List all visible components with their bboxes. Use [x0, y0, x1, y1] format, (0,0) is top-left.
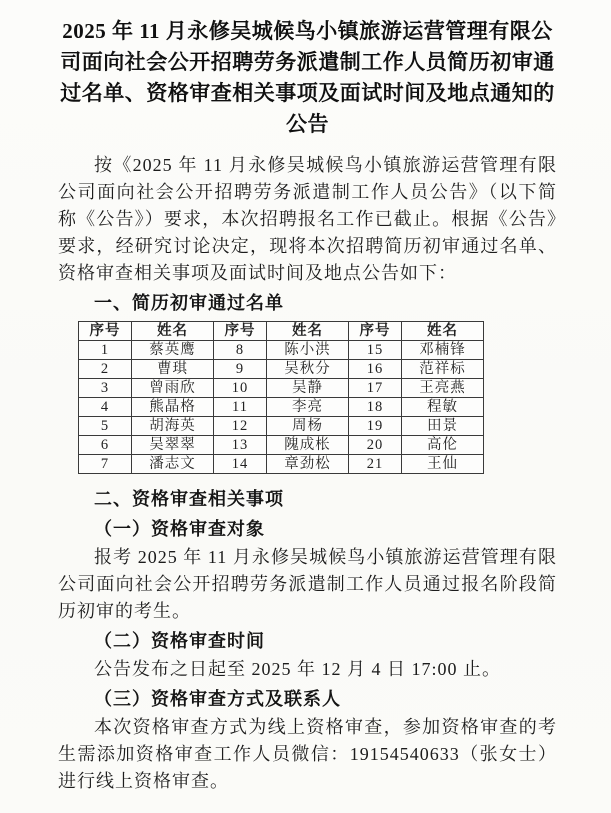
table-cell: 章劲松 [267, 455, 349, 474]
table-cell: 3 [79, 379, 132, 398]
table-cell: 吴翠翠 [132, 436, 214, 455]
table-cell: 周杨 [267, 417, 349, 436]
table-cell: 吴静 [267, 379, 349, 398]
table-cell: 14 [214, 455, 267, 474]
table-cell: 6 [79, 436, 132, 455]
table-row [79, 417, 484, 436]
table-cell: 高伦 [402, 436, 484, 455]
table-cell: 程敏 [402, 398, 484, 417]
table-cell: 10 [214, 379, 267, 398]
table-row [79, 398, 484, 417]
table-cell: 2 [79, 360, 132, 379]
table-cell: 田景 [402, 417, 484, 436]
sub-heading-review-method: （三）资格审查方式及联系人 [94, 689, 341, 709]
column-header: 序号 [349, 322, 402, 341]
table-cell: 16 [349, 360, 402, 379]
table-cell: 1 [79, 341, 132, 360]
sub-heading-review-time: （二）资格审查时间 [94, 631, 265, 651]
shortlist-table [78, 321, 484, 474]
table-cell: 19 [349, 417, 402, 436]
section-review-heading: 二、资格审查相关事项 [94, 489, 284, 509]
table-cell: 17 [349, 379, 402, 398]
document-title: 2025 年 11 月永修吴城候鸟小镇旅游运营管理有限公司面向社会公开招聘劳务派遣制工作人员简历初审通过名单、资格审查相关事项及面试时间及地点通知的公告 [60, 19, 555, 136]
table-cell: 12 [214, 417, 267, 436]
table-cell: 熊晶格 [132, 398, 214, 417]
table-cell: 胡海英 [132, 417, 214, 436]
table-cell: 20 [349, 436, 402, 455]
table-cell: 11 [214, 398, 267, 417]
column-header: 姓名 [267, 322, 349, 341]
table-cell: 5 [79, 417, 132, 436]
table-cell: 8 [214, 341, 267, 360]
column-header: 序号 [79, 322, 132, 341]
table-cell: 范祥标 [402, 360, 484, 379]
table-cell: 9 [214, 360, 267, 379]
table-cell: 曹琪 [132, 360, 214, 379]
table-cell: 18 [349, 398, 402, 417]
table-row [79, 436, 484, 455]
table-cell: 王亮燕 [402, 379, 484, 398]
table-cell: 吴秋分 [267, 360, 349, 379]
table-cell: 王仙 [402, 455, 484, 474]
column-header: 序号 [214, 322, 267, 341]
table-row [79, 455, 484, 474]
table-cell: 曾雨欣 [132, 379, 214, 398]
table-cell: 潘志文 [132, 455, 214, 474]
table-cell: 15 [349, 341, 402, 360]
table-header-row [79, 322, 484, 341]
sub-heading-review-target: （一）资格审查对象 [94, 519, 265, 539]
table-cell: 7 [79, 455, 132, 474]
intro-paragraph: 按《2025 年 11 月永修吴城候鸟小镇旅游运营管理有限公司面向社会公开招聘劳务派遣制工作人员公告》（以下简称《公告》）要求，本次招聘报名工作已截止。根据《公告》要求，经研究讨论决定，现将本次招聘简历初审通过名单、资格审查相关事项及面试时间及地点公告如下： [58, 155, 557, 283]
review-time-text: 公告发布之日起至 2025 年 12 月 4 日 17:00 止。 [94, 659, 501, 679]
table-cell: 4 [79, 398, 132, 417]
table-cell: 21 [349, 455, 402, 474]
section-shortlist-heading: 一、简历初审通过名单 [94, 293, 284, 313]
table-cell: 陈小洪 [267, 341, 349, 360]
table-row [79, 360, 484, 379]
table-cell: 李亮 [267, 398, 349, 417]
table-cell: 13 [214, 436, 267, 455]
table-row [79, 341, 484, 360]
table-cell: 邓楠锋 [402, 341, 484, 360]
review-method-text: 本次资格审查方式为线上资格审查，参加资格审查的考生需添加资格审查工作人员微信：19154540633（张女士）进行线上资格审查。 [58, 717, 557, 791]
table-cell: 隗成枨 [267, 436, 349, 455]
table-row [79, 379, 484, 398]
column-header: 姓名 [402, 322, 484, 341]
column-header: 姓名 [132, 322, 214, 341]
table-cell: 蔡英鹰 [132, 341, 214, 360]
review-target-text: 报考 2025 年 11 月永修吴城候鸟小镇旅游运营管理有限公司面向社会公开招聘劳务派遣制工作人员通过报名阶段简历初审的考生。 [58, 547, 557, 621]
